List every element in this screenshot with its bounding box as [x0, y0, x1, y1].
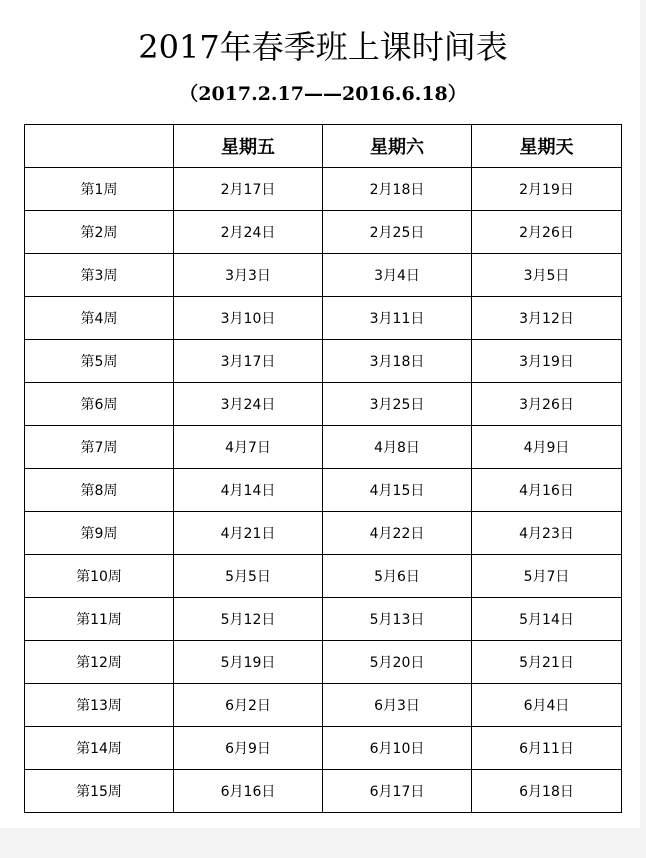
friday-cell: 3月17日 — [174, 340, 323, 383]
table-row — [25, 727, 622, 770]
saturday-cell: 2月18日 — [323, 168, 472, 211]
week-cell: 第13周 — [25, 684, 174, 727]
saturday-cell: 3月4日 — [323, 254, 472, 297]
table-row — [25, 297, 622, 340]
week-cell: 第14周 — [25, 727, 174, 770]
sunday-cell: 3月19日 — [472, 340, 622, 383]
saturday-cell: 4月15日 — [323, 469, 472, 512]
sunday-cell: 3月12日 — [472, 297, 622, 340]
sunday-cell: 6月18日 — [472, 770, 622, 813]
saturday-cell: 6月3日 — [323, 684, 472, 727]
sunday-cell: 3月26日 — [472, 383, 622, 426]
sunday-cell: 6月11日 — [472, 727, 622, 770]
table-row — [25, 555, 622, 598]
week-cell: 第15周 — [25, 770, 174, 813]
saturday-cell: 4月22日 — [323, 512, 472, 555]
week-cell: 第5周 — [25, 340, 174, 383]
saturday-cell: 2月25日 — [323, 211, 472, 254]
friday-cell: 3月24日 — [174, 383, 323, 426]
week-cell: 第12周 — [25, 641, 174, 684]
header-cell-saturday: 星期六 — [323, 125, 472, 168]
table-row — [25, 684, 622, 727]
sunday-cell: 6月4日 — [472, 684, 622, 727]
week-cell: 第4周 — [25, 297, 174, 340]
friday-cell: 3月10日 — [174, 297, 323, 340]
sunday-cell: 5月21日 — [472, 641, 622, 684]
table-row — [25, 641, 622, 684]
week-cell: 第6周 — [25, 383, 174, 426]
week-cell: 第7周 — [25, 426, 174, 469]
week-cell: 第9周 — [25, 512, 174, 555]
friday-cell: 4月14日 — [174, 469, 323, 512]
week-cell: 第1周 — [25, 168, 174, 211]
friday-cell: 4月7日 — [174, 426, 323, 469]
table-row — [25, 340, 622, 383]
header-cell-blank — [25, 125, 174, 168]
sunday-cell: 3月5日 — [472, 254, 622, 297]
sunday-cell: 5月7日 — [472, 555, 622, 598]
sunday-cell: 2月19日 — [472, 168, 622, 211]
friday-cell: 6月16日 — [174, 770, 323, 813]
friday-cell: 3月3日 — [174, 254, 323, 297]
table-row — [25, 770, 622, 813]
friday-cell: 6月2日 — [174, 684, 323, 727]
friday-cell: 2月17日 — [174, 168, 323, 211]
header-cell-friday: 星期五 — [174, 125, 323, 168]
week-cell: 第10周 — [25, 555, 174, 598]
saturday-cell: 5月6日 — [323, 555, 472, 598]
table-row — [25, 469, 622, 512]
sunday-cell: 4月23日 — [472, 512, 622, 555]
table-row — [25, 383, 622, 426]
week-cell: 第8周 — [25, 469, 174, 512]
friday-cell: 2月24日 — [174, 211, 323, 254]
week-cell: 第11周 — [25, 598, 174, 641]
page-edge-bottom — [0, 828, 646, 858]
week-cell: 第3周 — [25, 254, 174, 297]
saturday-cell: 3月25日 — [323, 383, 472, 426]
saturday-cell: 5月13日 — [323, 598, 472, 641]
sunday-cell: 2月26日 — [472, 211, 622, 254]
friday-cell: 4月21日 — [174, 512, 323, 555]
friday-cell: 5月12日 — [174, 598, 323, 641]
table-row — [25, 512, 622, 555]
sunday-cell: 4月9日 — [472, 426, 622, 469]
week-cell: 第2周 — [25, 211, 174, 254]
saturday-cell: 5月20日 — [323, 641, 472, 684]
saturday-cell: 3月11日 — [323, 297, 472, 340]
sunday-cell: 5月14日 — [472, 598, 622, 641]
header-cell-sunday: 星期天 — [472, 125, 622, 168]
saturday-cell: 4月8日 — [323, 426, 472, 469]
saturday-cell: 6月10日 — [323, 727, 472, 770]
friday-cell: 6月9日 — [174, 727, 323, 770]
friday-cell: 5月5日 — [174, 555, 323, 598]
table-row — [25, 254, 622, 297]
table-row — [25, 598, 622, 641]
friday-cell: 5月19日 — [174, 641, 323, 684]
sunday-cell: 4月16日 — [472, 469, 622, 512]
page-edge-right — [640, 0, 646, 828]
page-title: 2017年春季班上课时间表 — [138, 28, 508, 66]
saturday-cell: 6月17日 — [323, 770, 472, 813]
table-row — [25, 426, 622, 469]
schedule-table — [24, 124, 622, 813]
table-row — [25, 168, 622, 211]
saturday-cell: 3月18日 — [323, 340, 472, 383]
table-header-row — [25, 125, 622, 168]
table-row — [25, 211, 622, 254]
date-range-subtitle: （2017.2.17——2016.6.18） — [179, 83, 467, 105]
